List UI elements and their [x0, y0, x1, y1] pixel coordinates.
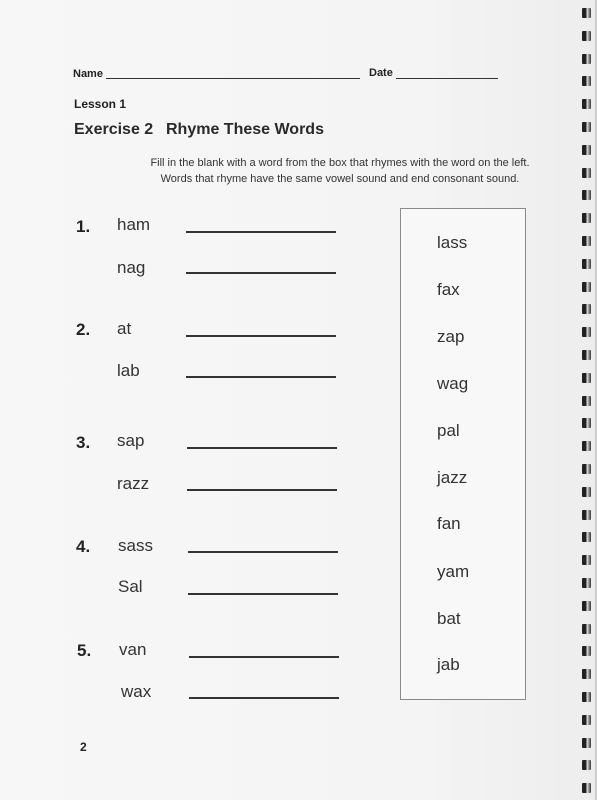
lesson-label: Lesson 1	[74, 97, 127, 111]
answer-blank[interactable]	[187, 447, 337, 449]
spiral-coil	[582, 646, 591, 656]
spiral-coil	[582, 99, 591, 109]
spiral-coil	[582, 327, 591, 337]
spiral-coil	[582, 578, 591, 588]
spiral-coil	[582, 282, 591, 292]
prompt-word: lab	[117, 361, 140, 380]
prompt-word: at	[117, 319, 132, 338]
spiral-coil	[582, 259, 591, 269]
spiral-coil	[582, 783, 591, 793]
item-number: 5.	[77, 641, 92, 660]
date-line	[396, 78, 498, 79]
spiral-coil	[582, 692, 591, 702]
spiral-coil	[582, 510, 591, 520]
exercise-number: Exercise 2	[74, 121, 154, 138]
word-bank-item: pal	[437, 421, 460, 440]
spiral-coil	[582, 190, 591, 200]
answer-blank[interactable]	[186, 231, 336, 233]
spiral-coil	[582, 396, 591, 406]
spiral-coil	[582, 54, 591, 64]
spiral-coil	[582, 31, 591, 41]
spiral-coil	[582, 350, 591, 360]
word-bank-item: zap	[437, 327, 465, 346]
item-number: 2.	[76, 320, 91, 339]
word-bank-item: fan	[437, 514, 461, 533]
word-bank-item: yam	[437, 562, 470, 581]
item-number: 4.	[76, 537, 91, 556]
word-bank-item: jab	[437, 655, 460, 674]
prompt-word: sap	[117, 431, 145, 450]
spiral-coil	[582, 715, 591, 725]
exercise-title: Rhyme These Words	[166, 121, 324, 138]
prompt-word: van	[119, 640, 147, 659]
word-bank-item: lass	[437, 233, 468, 252]
spiral-coil	[582, 669, 591, 679]
spiral-coil	[582, 76, 591, 86]
spiral-coil	[582, 760, 591, 770]
spiral-coil	[582, 236, 591, 246]
word-bank-box	[400, 208, 526, 700]
prompt-word: sass	[118, 536, 153, 555]
word-bank-item: wag	[437, 374, 469, 393]
spiral-coil	[582, 601, 591, 611]
spiral-coil	[582, 304, 591, 314]
prompt-word: ham	[117, 215, 151, 234]
name-label: Name	[73, 68, 103, 80]
answer-blank[interactable]	[186, 376, 336, 378]
spiral-coil	[582, 122, 591, 132]
prompt-word: Sal	[118, 577, 143, 596]
spiral-coil	[582, 464, 591, 474]
answer-blank[interactable]	[188, 551, 338, 553]
spiral-coil	[582, 373, 591, 383]
instruction-line-1: Fill in the blank with a word from the box that rhymes with the word on the left.	[150, 157, 530, 169]
spiral-coil	[582, 168, 591, 178]
spiral-coil	[582, 738, 591, 748]
spiral-coil	[582, 8, 591, 18]
answer-blank[interactable]	[188, 593, 338, 595]
word-bank-item: jazz	[437, 468, 468, 487]
spiral-coil	[582, 145, 591, 155]
spiral-coil	[582, 624, 591, 634]
answer-blank[interactable]	[189, 697, 339, 699]
spiral-coil	[582, 441, 591, 451]
name-line	[106, 78, 360, 79]
answer-blank[interactable]	[189, 656, 339, 658]
instruction-line-2: Words that rhyme have the same vowel sound and end consonant sound.	[160, 173, 520, 185]
spiral-coil	[582, 418, 591, 428]
spiral-coil	[582, 213, 591, 223]
spiral-coil	[582, 487, 591, 497]
answer-blank[interactable]	[187, 489, 337, 491]
page-number: 2	[80, 740, 87, 754]
date-label: Date	[369, 67, 393, 79]
prompt-word: razz	[117, 474, 150, 493]
spiral-coil	[582, 532, 591, 542]
instructions	[140, 155, 540, 187]
spiral-binding	[573, 0, 595, 800]
item-number: 1.	[76, 217, 91, 236]
spiral-coil	[582, 555, 591, 565]
word-bank-item: bat	[437, 609, 461, 628]
prompt-word: wax	[121, 682, 152, 701]
answer-blank[interactable]	[186, 272, 336, 274]
prompt-word: nag	[117, 258, 146, 277]
word-bank-item: fax	[437, 280, 460, 299]
answer-blank[interactable]	[186, 335, 336, 337]
item-number: 3.	[76, 433, 91, 452]
